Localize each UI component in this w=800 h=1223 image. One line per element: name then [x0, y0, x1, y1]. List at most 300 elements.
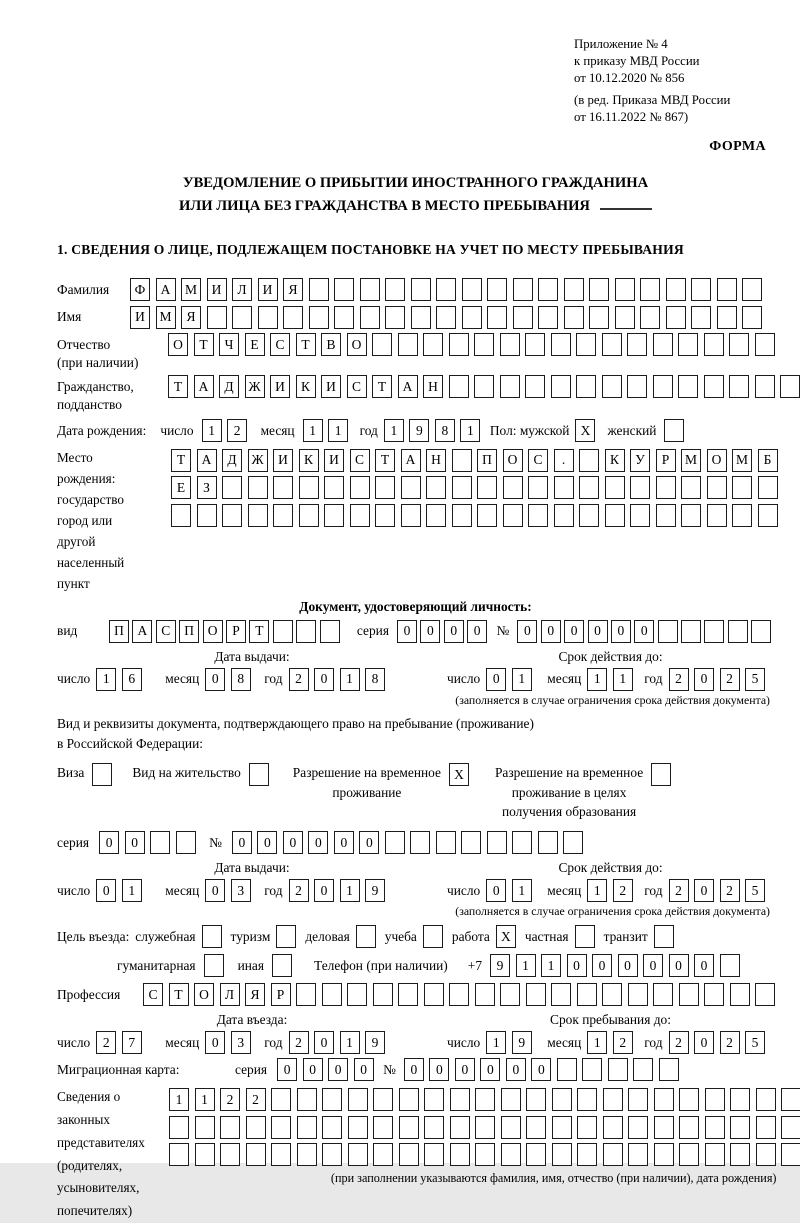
patronymic-cell[interactable]: В: [321, 333, 341, 356]
migration-number-cell[interactable]: 0: [404, 1058, 424, 1081]
patronymic-cell[interactable]: [500, 333, 520, 356]
patronymic-cell[interactable]: [678, 333, 698, 356]
surname-cell[interactable]: [411, 278, 431, 301]
representatives-row3-cell[interactable]: [424, 1143, 444, 1166]
name-cell[interactable]: [589, 306, 609, 329]
birthplace-row1-cell[interactable]: Т: [171, 449, 191, 472]
permit-number-cell[interactable]: [410, 831, 430, 854]
entry-month-cell[interactable]: 0: [205, 1031, 225, 1054]
birthplace-row2-cell[interactable]: [554, 476, 574, 499]
birthplace-row1-cell[interactable]: У: [630, 449, 650, 472]
surname-cell[interactable]: [513, 278, 533, 301]
identity-issue-day-cell[interactable]: 6: [122, 668, 142, 691]
profession-cell[interactable]: [398, 983, 418, 1006]
representatives-row2-cell[interactable]: [628, 1116, 648, 1139]
permit-number-cell[interactable]: [385, 831, 405, 854]
birthplace-row2-cell[interactable]: [707, 476, 727, 499]
permit-issue-year-cell[interactable]: 1: [340, 879, 360, 902]
citizenship-cell[interactable]: [780, 375, 800, 398]
permit-valid-day-cell[interactable]: 0: [486, 879, 506, 902]
citizenship-cell[interactable]: [653, 375, 673, 398]
permit-number-cell[interactable]: 0: [257, 831, 277, 854]
patronymic-cell[interactable]: [704, 333, 724, 356]
birthplace-row2-cell[interactable]: [248, 476, 268, 499]
representatives-row3-cell[interactable]: [450, 1143, 470, 1166]
representatives-row1-cell[interactable]: [373, 1088, 393, 1111]
representatives-row1-cell[interactable]: 1: [195, 1088, 215, 1111]
citizenship-cell[interactable]: [551, 375, 571, 398]
identity-valid-month-cell[interactable]: 1: [587, 668, 607, 691]
representatives-row3-cell[interactable]: [628, 1143, 648, 1166]
stay-day-cell[interactable]: 1: [486, 1031, 506, 1054]
representatives-row2-cell[interactable]: [220, 1116, 240, 1139]
birthplace-row1-cell[interactable]: О: [503, 449, 523, 472]
birthplace-row3-cell[interactable]: [222, 504, 242, 527]
patronymic-cell[interactable]: [627, 333, 647, 356]
birth-year-cell[interactable]: 1: [384, 419, 404, 442]
representatives-row1-cell[interactable]: [781, 1088, 800, 1111]
stay-year-cell[interactable]: 0: [694, 1031, 714, 1054]
surname-cell[interactable]: [538, 278, 558, 301]
birthplace-row1-cell[interactable]: Б: [758, 449, 778, 472]
stay-year-cell[interactable]: 5: [745, 1031, 765, 1054]
birthplace-row1-cell[interactable]: М: [732, 449, 752, 472]
patronymic-cell[interactable]: О: [347, 333, 367, 356]
identity-valid-year-cell[interactable]: 2: [669, 668, 689, 691]
representatives-row2-cell[interactable]: [246, 1116, 266, 1139]
birthplace-row1-cell[interactable]: А: [197, 449, 217, 472]
migration-number-cell[interactable]: [659, 1058, 679, 1081]
birth-day-cell[interactable]: 2: [227, 419, 247, 442]
representatives-row3-cell[interactable]: [195, 1143, 215, 1166]
profession-cell[interactable]: [296, 983, 316, 1006]
birthplace-row1-cell[interactable]: Ж: [248, 449, 268, 472]
representatives-row2-cell[interactable]: [169, 1116, 189, 1139]
surname-cell[interactable]: Ф: [130, 278, 150, 301]
birthplace-row1-cell[interactable]: С: [528, 449, 548, 472]
permit-issue-year-cell[interactable]: 2: [289, 879, 309, 902]
migration-seriya-cell[interactable]: 0: [354, 1058, 374, 1081]
representatives-row3-cell[interactable]: [526, 1143, 546, 1166]
identity-valid-day-cell[interactable]: 1: [512, 668, 532, 691]
representatives-row1-cell[interactable]: [348, 1088, 368, 1111]
name-cell[interactable]: [742, 306, 762, 329]
identity-valid-year-cell[interactable]: 2: [720, 668, 740, 691]
migration-number-cell[interactable]: 0: [531, 1058, 551, 1081]
citizenship-cell[interactable]: А: [194, 375, 214, 398]
representatives-row2-cell[interactable]: [603, 1116, 623, 1139]
birthplace-row1-cell[interactable]: К: [299, 449, 319, 472]
profession-cell[interactable]: О: [194, 983, 214, 1006]
identity-issue-year-cell[interactable]: 1: [340, 668, 360, 691]
permit-valid-year-cell[interactable]: 2: [720, 879, 740, 902]
name-cell[interactable]: [538, 306, 558, 329]
purpose-rabota-cell[interactable]: X: [496, 925, 516, 948]
permit-issue-day-cell[interactable]: 1: [122, 879, 142, 902]
stay-year-cell[interactable]: 2: [669, 1031, 689, 1054]
patronymic-cell[interactable]: [372, 333, 392, 356]
entry-year-cell[interactable]: 9: [365, 1031, 385, 1054]
permit-number-cell[interactable]: 0: [359, 831, 379, 854]
phone-cell[interactable]: 1: [541, 954, 561, 977]
stay-day-cell[interactable]: 9: [512, 1031, 532, 1054]
birthplace-row3-cell[interactable]: [299, 504, 319, 527]
representatives-row2-cell[interactable]: [297, 1116, 317, 1139]
purpose-tranzit-cell[interactable]: [654, 925, 674, 948]
representatives-row1-cell[interactable]: [322, 1088, 342, 1111]
permit-number-cell[interactable]: [461, 831, 481, 854]
birthplace-row3-cell[interactable]: [375, 504, 395, 527]
patronymic-cell[interactable]: О: [168, 333, 188, 356]
birthplace-row2-cell[interactable]: [630, 476, 650, 499]
identity-number-cell[interactable]: 0: [588, 620, 608, 643]
identity-seriya-cell[interactable]: 0: [467, 620, 487, 643]
representatives-row3-cell[interactable]: [373, 1143, 393, 1166]
surname-cell[interactable]: М: [181, 278, 201, 301]
birthplace-row2-cell[interactable]: [350, 476, 370, 499]
phone-cell[interactable]: 0: [567, 954, 587, 977]
identity-vid-cell[interactable]: О: [203, 620, 223, 643]
representatives-row2-cell[interactable]: [271, 1116, 291, 1139]
patronymic-cell[interactable]: [602, 333, 622, 356]
representatives-row2-cell[interactable]: [577, 1116, 597, 1139]
name-cell[interactable]: [360, 306, 380, 329]
surname-cell[interactable]: А: [156, 278, 176, 301]
birth-month-cell[interactable]: 1: [328, 419, 348, 442]
birthplace-row2-cell[interactable]: [273, 476, 293, 499]
phone-cell[interactable]: 0: [643, 954, 663, 977]
birthplace-row3-cell[interactable]: [528, 504, 548, 527]
permit-number-cell[interactable]: [487, 831, 507, 854]
birthplace-row3-cell[interactable]: [656, 504, 676, 527]
permit-issue-year-cell[interactable]: 9: [365, 879, 385, 902]
representatives-row1-cell[interactable]: [679, 1088, 699, 1111]
phone-cell[interactable]: 1: [516, 954, 536, 977]
representatives-row3-cell[interactable]: [603, 1143, 623, 1166]
birthplace-row3-cell[interactable]: [707, 504, 727, 527]
birthplace-row2-cell[interactable]: [681, 476, 701, 499]
citizenship-cell[interactable]: Т: [372, 375, 392, 398]
representatives-row3-cell[interactable]: [577, 1143, 597, 1166]
citizenship-cell[interactable]: К: [296, 375, 316, 398]
representatives-row2-cell[interactable]: [424, 1116, 444, 1139]
citizenship-cell[interactable]: [729, 375, 749, 398]
birthplace-row3-cell[interactable]: [401, 504, 421, 527]
name-cell[interactable]: [666, 306, 686, 329]
profession-cell[interactable]: [679, 983, 699, 1006]
identity-seriya-cell[interactable]: 0: [397, 620, 417, 643]
representatives-row2-cell[interactable]: [450, 1116, 470, 1139]
birthplace-row1-cell[interactable]: Н: [426, 449, 446, 472]
name-cell[interactable]: [436, 306, 456, 329]
patronymic-cell[interactable]: [729, 333, 749, 356]
birthplace-row2-cell[interactable]: [324, 476, 344, 499]
birthplace-row2-cell[interactable]: [605, 476, 625, 499]
birthplace-row2-cell[interactable]: [528, 476, 548, 499]
entry-month-cell[interactable]: 3: [231, 1031, 251, 1054]
birthplace-row1-cell[interactable]: Р: [656, 449, 676, 472]
surname-cell[interactable]: [615, 278, 635, 301]
identity-valid-month-cell[interactable]: 1: [613, 668, 633, 691]
permit-number-cell[interactable]: 0: [283, 831, 303, 854]
phone-cell[interactable]: 0: [618, 954, 638, 977]
name-cell[interactable]: [487, 306, 507, 329]
profession-cell[interactable]: [449, 983, 469, 1006]
citizenship-cell[interactable]: С: [347, 375, 367, 398]
entry-day-cell[interactable]: 2: [96, 1031, 116, 1054]
identity-issue-day-cell[interactable]: 1: [96, 668, 116, 691]
identity-valid-day-cell[interactable]: 0: [486, 668, 506, 691]
name-cell[interactable]: [334, 306, 354, 329]
identity-vid-cell[interactable]: С: [156, 620, 176, 643]
stay-month-cell[interactable]: 2: [613, 1031, 633, 1054]
permit-number-cell[interactable]: [563, 831, 583, 854]
birthplace-row1-cell[interactable]: И: [273, 449, 293, 472]
citizenship-cell[interactable]: [627, 375, 647, 398]
profession-cell[interactable]: [730, 983, 750, 1006]
profession-cell[interactable]: [373, 983, 393, 1006]
surname-cell[interactable]: [487, 278, 507, 301]
representatives-row1-cell[interactable]: [297, 1088, 317, 1111]
representatives-row1-cell[interactable]: [399, 1088, 419, 1111]
purpose-inaya-cell[interactable]: [272, 954, 292, 977]
identity-vid-cell[interactable]: Т: [249, 620, 269, 643]
birth-year-cell[interactable]: 9: [409, 419, 429, 442]
surname-cell[interactable]: [691, 278, 711, 301]
representatives-row1-cell[interactable]: [271, 1088, 291, 1111]
representatives-row1-cell[interactable]: [756, 1088, 776, 1111]
representatives-row3-cell[interactable]: [552, 1143, 572, 1166]
representatives-row1-cell[interactable]: 1: [169, 1088, 189, 1111]
birthplace-row2-cell[interactable]: [299, 476, 319, 499]
migration-number-cell[interactable]: [557, 1058, 577, 1081]
name-cell[interactable]: [258, 306, 278, 329]
representatives-row2-cell[interactable]: [679, 1116, 699, 1139]
representatives-row2-cell[interactable]: [730, 1116, 750, 1139]
patronymic-cell[interactable]: [755, 333, 775, 356]
surname-cell[interactable]: [462, 278, 482, 301]
profession-cell[interactable]: [628, 983, 648, 1006]
birthplace-row3-cell[interactable]: [758, 504, 778, 527]
patronymic-cell[interactable]: [398, 333, 418, 356]
stay-month-cell[interactable]: 1: [587, 1031, 607, 1054]
name-cell[interactable]: М: [156, 306, 176, 329]
representatives-row3-cell[interactable]: [246, 1143, 266, 1166]
representatives-row1-cell[interactable]: [501, 1088, 521, 1111]
identity-number-cell[interactable]: [658, 620, 678, 643]
representatives-row1-cell[interactable]: [628, 1088, 648, 1111]
permit-seriya-cell[interactable]: 0: [99, 831, 119, 854]
surname-cell[interactable]: И: [258, 278, 278, 301]
representatives-row3-cell[interactable]: [348, 1143, 368, 1166]
representatives-row1-cell[interactable]: [552, 1088, 572, 1111]
birthplace-row1-cell[interactable]: [452, 449, 472, 472]
profession-cell[interactable]: [526, 983, 546, 1006]
purpose-gum-cell[interactable]: [204, 954, 224, 977]
birthplace-row2-cell[interactable]: [401, 476, 421, 499]
identity-vid-cell[interactable]: Р: [226, 620, 246, 643]
birth-month-cell[interactable]: 1: [303, 419, 323, 442]
profession-cell[interactable]: Р: [271, 983, 291, 1006]
identity-number-cell[interactable]: 0: [634, 620, 654, 643]
representatives-row1-cell[interactable]: [526, 1088, 546, 1111]
migration-number-cell[interactable]: 0: [506, 1058, 526, 1081]
representatives-row1-cell[interactable]: [705, 1088, 725, 1111]
identity-issue-year-cell[interactable]: 2: [289, 668, 309, 691]
citizenship-cell[interactable]: Т: [168, 375, 188, 398]
representatives-row3-cell[interactable]: [475, 1143, 495, 1166]
birthplace-row3-cell[interactable]: [554, 504, 574, 527]
representatives-row2-cell[interactable]: [399, 1116, 419, 1139]
profession-cell[interactable]: [500, 983, 520, 1006]
permit-issue-day-cell[interactable]: 0: [96, 879, 116, 902]
representatives-row3-cell[interactable]: [399, 1143, 419, 1166]
name-cell[interactable]: [513, 306, 533, 329]
identity-number-cell[interactable]: [728, 620, 748, 643]
identity-vid-cell[interactable]: П: [179, 620, 199, 643]
birthplace-row3-cell[interactable]: [426, 504, 446, 527]
birthplace-row3-cell[interactable]: [503, 504, 523, 527]
birthplace-row3-cell[interactable]: [630, 504, 650, 527]
patronymic-cell[interactable]: Т: [194, 333, 214, 356]
surname-cell[interactable]: Я: [283, 278, 303, 301]
patronymic-cell[interactable]: [525, 333, 545, 356]
identity-number-cell[interactable]: 0: [541, 620, 561, 643]
identity-issue-month-cell[interactable]: 8: [231, 668, 251, 691]
name-cell[interactable]: [385, 306, 405, 329]
birthplace-row2-cell[interactable]: Е: [171, 476, 191, 499]
phone-cell[interactable]: 0: [592, 954, 612, 977]
phone-cell[interactable]: 9: [490, 954, 510, 977]
sex-female-cell[interactable]: [664, 419, 684, 442]
representatives-row2-cell[interactable]: [501, 1116, 521, 1139]
migration-number-cell[interactable]: 0: [455, 1058, 475, 1081]
phone-cell[interactable]: [720, 954, 740, 977]
birthplace-row2-cell[interactable]: [503, 476, 523, 499]
representatives-row1-cell[interactable]: 2: [246, 1088, 266, 1111]
permit-seriya-cell[interactable]: [150, 831, 170, 854]
migration-number-cell[interactable]: 0: [429, 1058, 449, 1081]
permit-valid-year-cell[interactable]: 5: [745, 879, 765, 902]
identity-number-cell[interactable]: 0: [517, 620, 537, 643]
surname-cell[interactable]: [666, 278, 686, 301]
representatives-row3-cell[interactable]: [781, 1143, 800, 1166]
permit-number-cell[interactable]: 0: [232, 831, 252, 854]
name-cell[interactable]: И: [130, 306, 150, 329]
birthplace-row3-cell[interactable]: [171, 504, 191, 527]
identity-vid-cell[interactable]: [296, 620, 316, 643]
profession-cell[interactable]: [475, 983, 495, 1006]
citizenship-cell[interactable]: И: [321, 375, 341, 398]
birthplace-row2-cell[interactable]: [579, 476, 599, 499]
birthplace-row3-cell[interactable]: [605, 504, 625, 527]
permit-valid-day-cell[interactable]: 1: [512, 879, 532, 902]
phone-cell[interactable]: 0: [669, 954, 689, 977]
representatives-row2-cell[interactable]: [322, 1116, 342, 1139]
profession-cell[interactable]: Т: [169, 983, 189, 1006]
identity-issue-year-cell[interactable]: 0: [314, 668, 334, 691]
permit-issue-year-cell[interactable]: 0: [314, 879, 334, 902]
name-cell[interactable]: [640, 306, 660, 329]
patronymic-cell[interactable]: [449, 333, 469, 356]
profession-cell[interactable]: [322, 983, 342, 1006]
citizenship-cell[interactable]: [602, 375, 622, 398]
birthplace-row1-cell[interactable]: О: [707, 449, 727, 472]
identity-valid-year-cell[interactable]: 5: [745, 668, 765, 691]
rvpo-cell[interactable]: [651, 763, 671, 786]
profession-cell[interactable]: [653, 983, 673, 1006]
vnz-cell[interactable]: [249, 763, 269, 786]
patronymic-cell[interactable]: [653, 333, 673, 356]
representatives-row3-cell[interactable]: [654, 1143, 674, 1166]
identity-number-cell[interactable]: [704, 620, 724, 643]
birthplace-row1-cell[interactable]: А: [401, 449, 421, 472]
identity-vid-cell[interactable]: [320, 620, 340, 643]
migration-seriya-cell[interactable]: 0: [303, 1058, 323, 1081]
name-cell[interactable]: [615, 306, 635, 329]
identity-valid-year-cell[interactable]: 0: [694, 668, 714, 691]
birthplace-row1-cell[interactable]: С: [350, 449, 370, 472]
representatives-row2-cell[interactable]: [475, 1116, 495, 1139]
visa-cell[interactable]: [92, 763, 112, 786]
citizenship-cell[interactable]: [755, 375, 775, 398]
name-cell[interactable]: [411, 306, 431, 329]
identity-seriya-cell[interactable]: 0: [420, 620, 440, 643]
birth-day-cell[interactable]: 1: [202, 419, 222, 442]
purpose-chastnaya-cell[interactable]: [575, 925, 595, 948]
birthplace-row3-cell[interactable]: [273, 504, 293, 527]
birthplace-row1-cell[interactable]: И: [324, 449, 344, 472]
profession-cell[interactable]: [424, 983, 444, 1006]
patronymic-cell[interactable]: Е: [245, 333, 265, 356]
representatives-row1-cell[interactable]: [730, 1088, 750, 1111]
name-cell[interactable]: [232, 306, 252, 329]
representatives-row2-cell[interactable]: [195, 1116, 215, 1139]
patronymic-cell[interactable]: Ч: [219, 333, 239, 356]
representatives-row3-cell[interactable]: [705, 1143, 725, 1166]
birthplace-row3-cell[interactable]: [350, 504, 370, 527]
birthplace-row3-cell[interactable]: [477, 504, 497, 527]
representatives-row1-cell[interactable]: [450, 1088, 470, 1111]
profession-cell[interactable]: С: [143, 983, 163, 1006]
surname-cell[interactable]: [589, 278, 609, 301]
citizenship-cell[interactable]: Н: [423, 375, 443, 398]
migration-number-cell[interactable]: [582, 1058, 602, 1081]
surname-cell[interactable]: [564, 278, 584, 301]
citizenship-cell[interactable]: Ж: [245, 375, 265, 398]
entry-year-cell[interactable]: 0: [314, 1031, 334, 1054]
patronymic-cell[interactable]: [551, 333, 571, 356]
representatives-row3-cell[interactable]: [501, 1143, 521, 1166]
representatives-row1-cell[interactable]: [424, 1088, 444, 1111]
representatives-row3-cell[interactable]: [169, 1143, 189, 1166]
birthplace-row2-cell[interactable]: [656, 476, 676, 499]
purpose-sluzhebnaya-cell[interactable]: [202, 925, 222, 948]
name-cell[interactable]: [564, 306, 584, 329]
representatives-row1-cell[interactable]: [475, 1088, 495, 1111]
identity-vid-cell[interactable]: А: [132, 620, 152, 643]
citizenship-cell[interactable]: И: [270, 375, 290, 398]
representatives-row1-cell[interactable]: [603, 1088, 623, 1111]
citizenship-cell[interactable]: [704, 375, 724, 398]
permit-number-cell[interactable]: [512, 831, 532, 854]
surname-cell[interactable]: [360, 278, 380, 301]
birthplace-row2-cell[interactable]: [426, 476, 446, 499]
permit-number-cell[interactable]: [436, 831, 456, 854]
representatives-row3-cell[interactable]: [297, 1143, 317, 1166]
representatives-row1-cell[interactable]: [654, 1088, 674, 1111]
stay-year-cell[interactable]: 2: [720, 1031, 740, 1054]
